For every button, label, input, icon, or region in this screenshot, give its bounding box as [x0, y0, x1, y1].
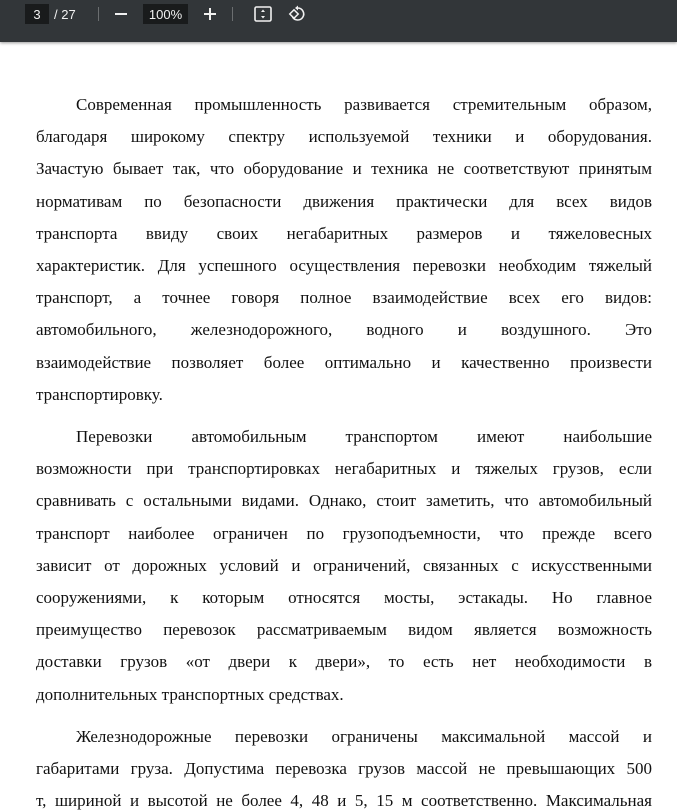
text-line: транспорта ввиду своих негабаритных размеров и тяжеловесных — [36, 223, 652, 243]
fit-page-button[interactable] — [253, 4, 273, 24]
text-line: взаимодействие позволяет более оптимально и качественно произвести — [36, 352, 652, 372]
minus-icon — [114, 7, 128, 21]
text-line: Современная промышленность развивается стремительным образом, — [76, 95, 652, 114]
divider — [98, 7, 99, 21]
text-line: транспорт наиболее ограничен по грузоподъемности, что прежде всего — [36, 523, 652, 543]
divider — [232, 7, 233, 21]
zoom-out-button[interactable] — [111, 4, 131, 24]
text-line: зависит от дорожных условий и ограничений, связанных с искусственными — [36, 555, 652, 575]
text-line: сравнивать с остальными видами. Однако, стоит заметить, что автомобильный — [36, 491, 652, 511]
text-line: характеристик. Для успешного осуществления перевозки необходим тяжелый — [36, 256, 652, 275]
text-line: т, шириной и высотой не более 4, 48 и 5, 15 м соответственно. Максимальная — [36, 791, 652, 811]
text-line: транспорт, а точнее говоря полное взаимодействие всех его видов: — [36, 288, 652, 308]
text-line: дополнительных транспортных средствах. — [36, 684, 344, 704]
text-line: благодаря широкому спектру используемой техники и оборудования. — [36, 127, 652, 147]
pdf-page — [0, 42, 677, 811]
text-line: Зачастую бывает так, что оборудование и техника не соответствуют принятым — [36, 159, 652, 179]
text-line: габаритами груза. Допустима перевозка грузов массой не превышающих 500 — [36, 759, 652, 779]
text-line: нормативам по безопасности движения практически для всех видов — [36, 191, 652, 211]
rotate-counterclockwise-icon — [288, 5, 308, 23]
plus-icon — [203, 7, 217, 21]
pdf-toolbar — [0, 0, 677, 42]
text-line: доставки грузов «от двери к двери», то есть нет необходимости в — [36, 652, 652, 672]
text-line: автомобильного, железнодорожного, водного и воздушного. Это — [36, 320, 652, 340]
rotate-button[interactable] — [288, 4, 308, 24]
text-line: сооружениями, к которым относятся мосты, эстакады. Но главное — [36, 588, 652, 607]
text-line: Железнодорожные перевозки ограничены максимальной массой и — [76, 727, 652, 746]
zoom-in-button[interactable] — [200, 4, 220, 24]
page-total: / 27 — [54, 6, 76, 22]
page-number-input[interactable]: 3 — [25, 4, 49, 24]
zoom-level-input[interactable]: 100% — [143, 4, 188, 24]
text-line: транспортировку. — [36, 384, 163, 404]
text-line: Перевозки автомобильным транспортом имеют наибольшие — [76, 427, 652, 446]
text-line: возможности при транспортировках негабаритных и тяжелых грузов, если — [36, 459, 652, 479]
fit-to-page-icon — [254, 6, 272, 22]
text-line: преимущество перевозок рассматриваемым видом является возможность — [36, 620, 652, 640]
